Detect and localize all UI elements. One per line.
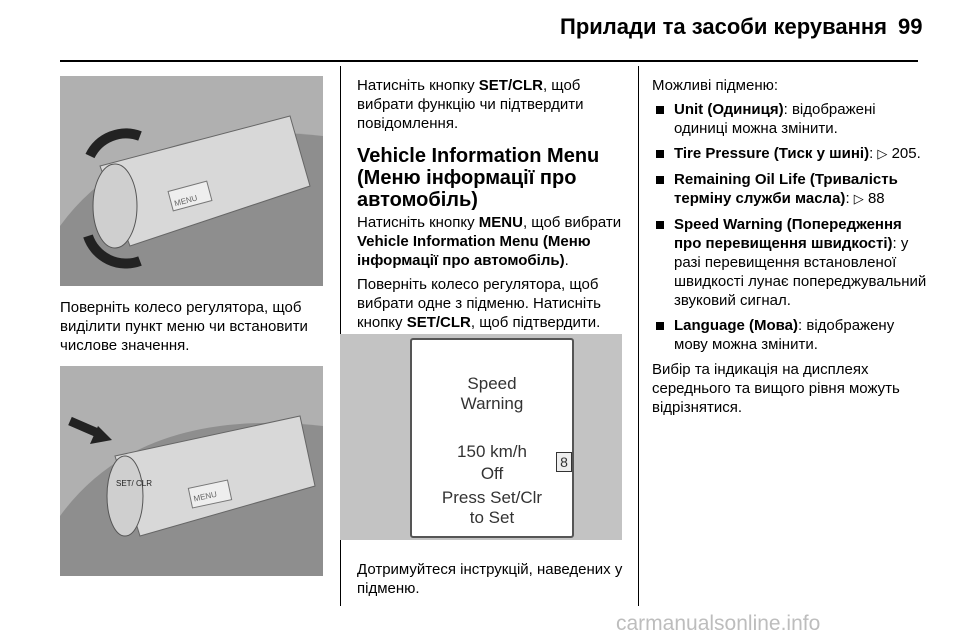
watermark: carmanualsonline.info (616, 612, 821, 635)
right-column (652, 76, 928, 422)
dial-paragraph: Поверніть колесо регулятора, щоб вибрати одне з підменю. Натисніть кнопку SET/CLR, щоб підтвердити. (357, 276, 601, 331)
screen-line-1: Speed (467, 374, 517, 393)
set-clr-intro: Натисніть кнопку SET/CLR, щоб вибрати функцію чи підтвердити повідомлення. (357, 77, 584, 132)
menu-button-label-2: MENU (192, 489, 218, 504)
screen-line-5: Press Set/Clr (441, 488, 543, 507)
set-clr-press-photo (60, 366, 323, 576)
page-ref-icon: ▷ (853, 192, 864, 207)
screen-line-4: Off (480, 464, 504, 483)
menu-paragraph: Натисніть кнопку MENU, щоб вибрати Vehicle Information Menu (Меню інформації про автомобіль). (357, 214, 622, 269)
list-item: Remaining Oil Life (Тривалість терміну служби масла): ▷ 88 (652, 170, 928, 209)
list-item: Unit (Одиниця): відображені одиниці можна змінити. (652, 100, 928, 138)
set-clr-label: SET/ CLR (116, 479, 153, 488)
display-tag-8: 8 (556, 452, 572, 472)
middle-column (357, 76, 629, 337)
column-divider-2 (638, 66, 639, 606)
page-ref-icon: ▷ (877, 147, 888, 162)
display-illustration (340, 334, 622, 540)
list-item: Language (Мова): відображену мову можна змінити. (652, 316, 928, 354)
submenu-list (652, 100, 928, 354)
section-heading: Vehicle Information Menu (Меню інформації про автомобіль) (357, 145, 600, 211)
header-divider (60, 60, 918, 62)
screen-line-6: to Set (469, 508, 515, 527)
screen-line-2: Warning (460, 394, 524, 413)
submenu-intro: Можливі підменю: (652, 77, 779, 94)
dial-rotate-photo (60, 76, 323, 286)
stalk-press-illustration (60, 366, 323, 576)
page-number: 99 (898, 14, 923, 39)
submenu-note: Дотримуйтеся інструкцій, наведених у підменю. (357, 561, 623, 597)
menu-button-label: MENU (173, 193, 199, 209)
speed-warning-screen (410, 338, 574, 538)
stalk-rotate-illustration (60, 76, 323, 286)
left-caption: Поверніть колесо регулятора, щоб виділити пункт меню чи встановити числове значення. (60, 299, 308, 354)
screen-line-3: 150 km/h (457, 442, 527, 461)
list-item: Speed Warning (Попередження про перевищення швидкості): у разі перевищення встановленої швидкості лунає попереджувальний звуковий сигнал. (652, 215, 928, 310)
list-item: Tire Pressure (Тиск у шині): ▷ 205. (652, 144, 928, 164)
page-title: Прилади та засоби керування (560, 14, 888, 39)
closing-note: Вибір та індикація на дисплеях середнього та вищого рівня можуть відрізнятися. (652, 361, 900, 416)
